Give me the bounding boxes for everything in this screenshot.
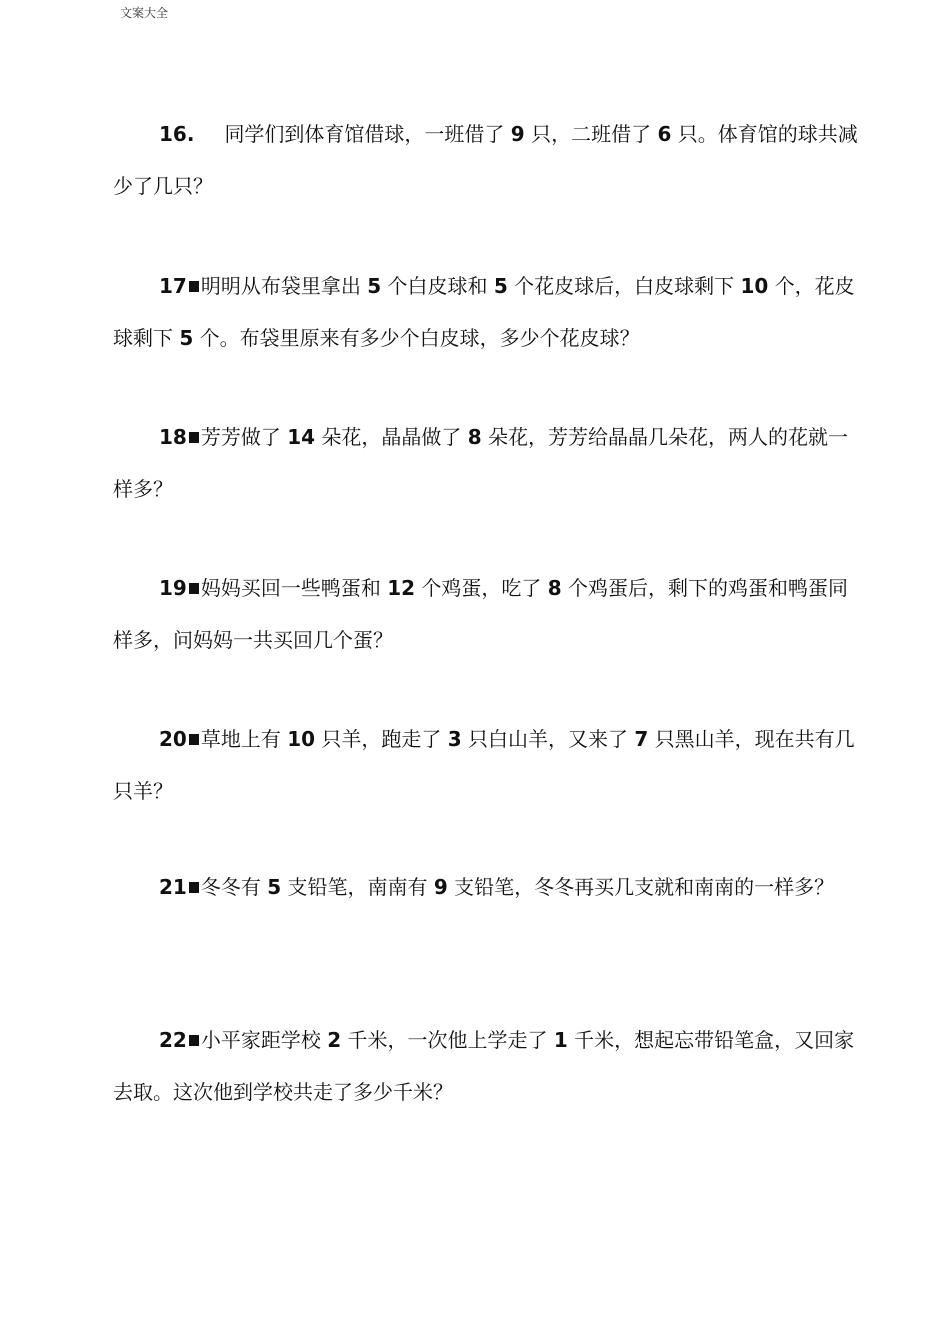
problem-text: 千米，想起忘带铅笔盒，又回家去取。这次他到学校共走了多少千米？ — [113, 1028, 855, 1104]
problem-21 — [113, 861, 863, 913]
problem-text: 明明从布袋里拿出 — [200, 274, 361, 298]
problem-value: 8 — [467, 425, 482, 449]
square-bullet-icon — [189, 734, 199, 745]
problem-text: 芳芳做了 — [200, 425, 281, 449]
problem-text: 支铅笔，南南有 — [287, 875, 428, 899]
header-label: 文案大全 — [120, 6, 169, 20]
problem-18 — [113, 411, 863, 515]
problem-text: 草地上有 — [200, 727, 281, 751]
problem-text: 个鸡蛋后，剩下的鸡蛋和鸭蛋同样多，问妈妈一共买回几个蛋？ — [113, 576, 849, 652]
problem-22 — [113, 1014, 863, 1118]
problem-value: 9 — [433, 875, 448, 899]
problem-value: 5 — [493, 274, 508, 298]
problem-text: 只。体育馆的球共减少了几只？ — [113, 122, 858, 198]
problem-value: 10 — [287, 727, 316, 751]
problem-text: 妈妈买回一些鸭蛋和 — [200, 576, 381, 600]
problem-number: 19 — [159, 576, 187, 600]
problem-text: 个，花皮球剩下 — [113, 274, 855, 350]
problem-value: 5 — [267, 875, 282, 899]
problem-number: 21 — [159, 875, 187, 899]
problem-text: 只，二班借了 — [531, 122, 652, 146]
problem-number: 22 — [159, 1028, 187, 1052]
problem-text: 千米，一次他上学走了 — [347, 1028, 548, 1052]
problem-text: 支铅笔，冬冬再买几支就和南南的一样多？ — [454, 875, 835, 899]
problem-value: 1 — [553, 1028, 568, 1052]
problem-text: 个。布袋里原来有多少个白皮球，多少个花皮球？ — [199, 326, 640, 350]
problem-text: 个花皮球后，白皮球剩下 — [514, 274, 735, 298]
problem-text: 小平家距学校 — [200, 1028, 321, 1052]
square-bullet-icon — [189, 281, 199, 292]
problem-17 — [113, 260, 863, 364]
problem-text: 只羊，跑走了 — [321, 727, 442, 751]
square-bullet-icon — [189, 882, 199, 893]
square-bullet-icon — [189, 1035, 199, 1046]
problem-text: 朵花，晶晶做了 — [321, 425, 462, 449]
problem-value: 14 — [287, 425, 316, 449]
problem-16 — [113, 108, 863, 212]
problem-text: 冬冬有 — [200, 875, 261, 899]
problem-value: 5 — [367, 274, 382, 298]
square-bullet-icon — [189, 583, 199, 594]
problem-value: 10 — [740, 274, 769, 298]
problem-value: 3 — [447, 727, 462, 751]
square-bullet-icon — [189, 432, 199, 443]
problem-text: 个鸡蛋，吃了 — [421, 576, 542, 600]
problem-value: 2 — [327, 1028, 342, 1052]
problem-value: 8 — [547, 576, 562, 600]
problem-20 — [113, 713, 863, 817]
problem-text: 只白山羊，又来了 — [468, 727, 629, 751]
problem-value: 9 — [510, 122, 525, 146]
problem-value: 7 — [634, 727, 649, 751]
problem-text: 朵花，芳芳给晶晶几朵花，两人的花就一样多？ — [113, 425, 849, 501]
problem-value: 12 — [387, 576, 416, 600]
problem-number: 16. — [159, 122, 195, 146]
problem-text: 只黑山羊，现在共有几只羊？ — [113, 727, 855, 803]
problem-19 — [113, 562, 863, 666]
problem-number: 17 — [159, 274, 187, 298]
problem-number: 20 — [159, 727, 187, 751]
problem-value: 5 — [179, 326, 194, 350]
problem-text: 同学们到体育馆借球，一班借了 — [224, 122, 505, 146]
problem-value: 6 — [657, 122, 672, 146]
problem-number: 18 — [159, 425, 187, 449]
problem-text: 个白皮球和 — [387, 274, 488, 298]
